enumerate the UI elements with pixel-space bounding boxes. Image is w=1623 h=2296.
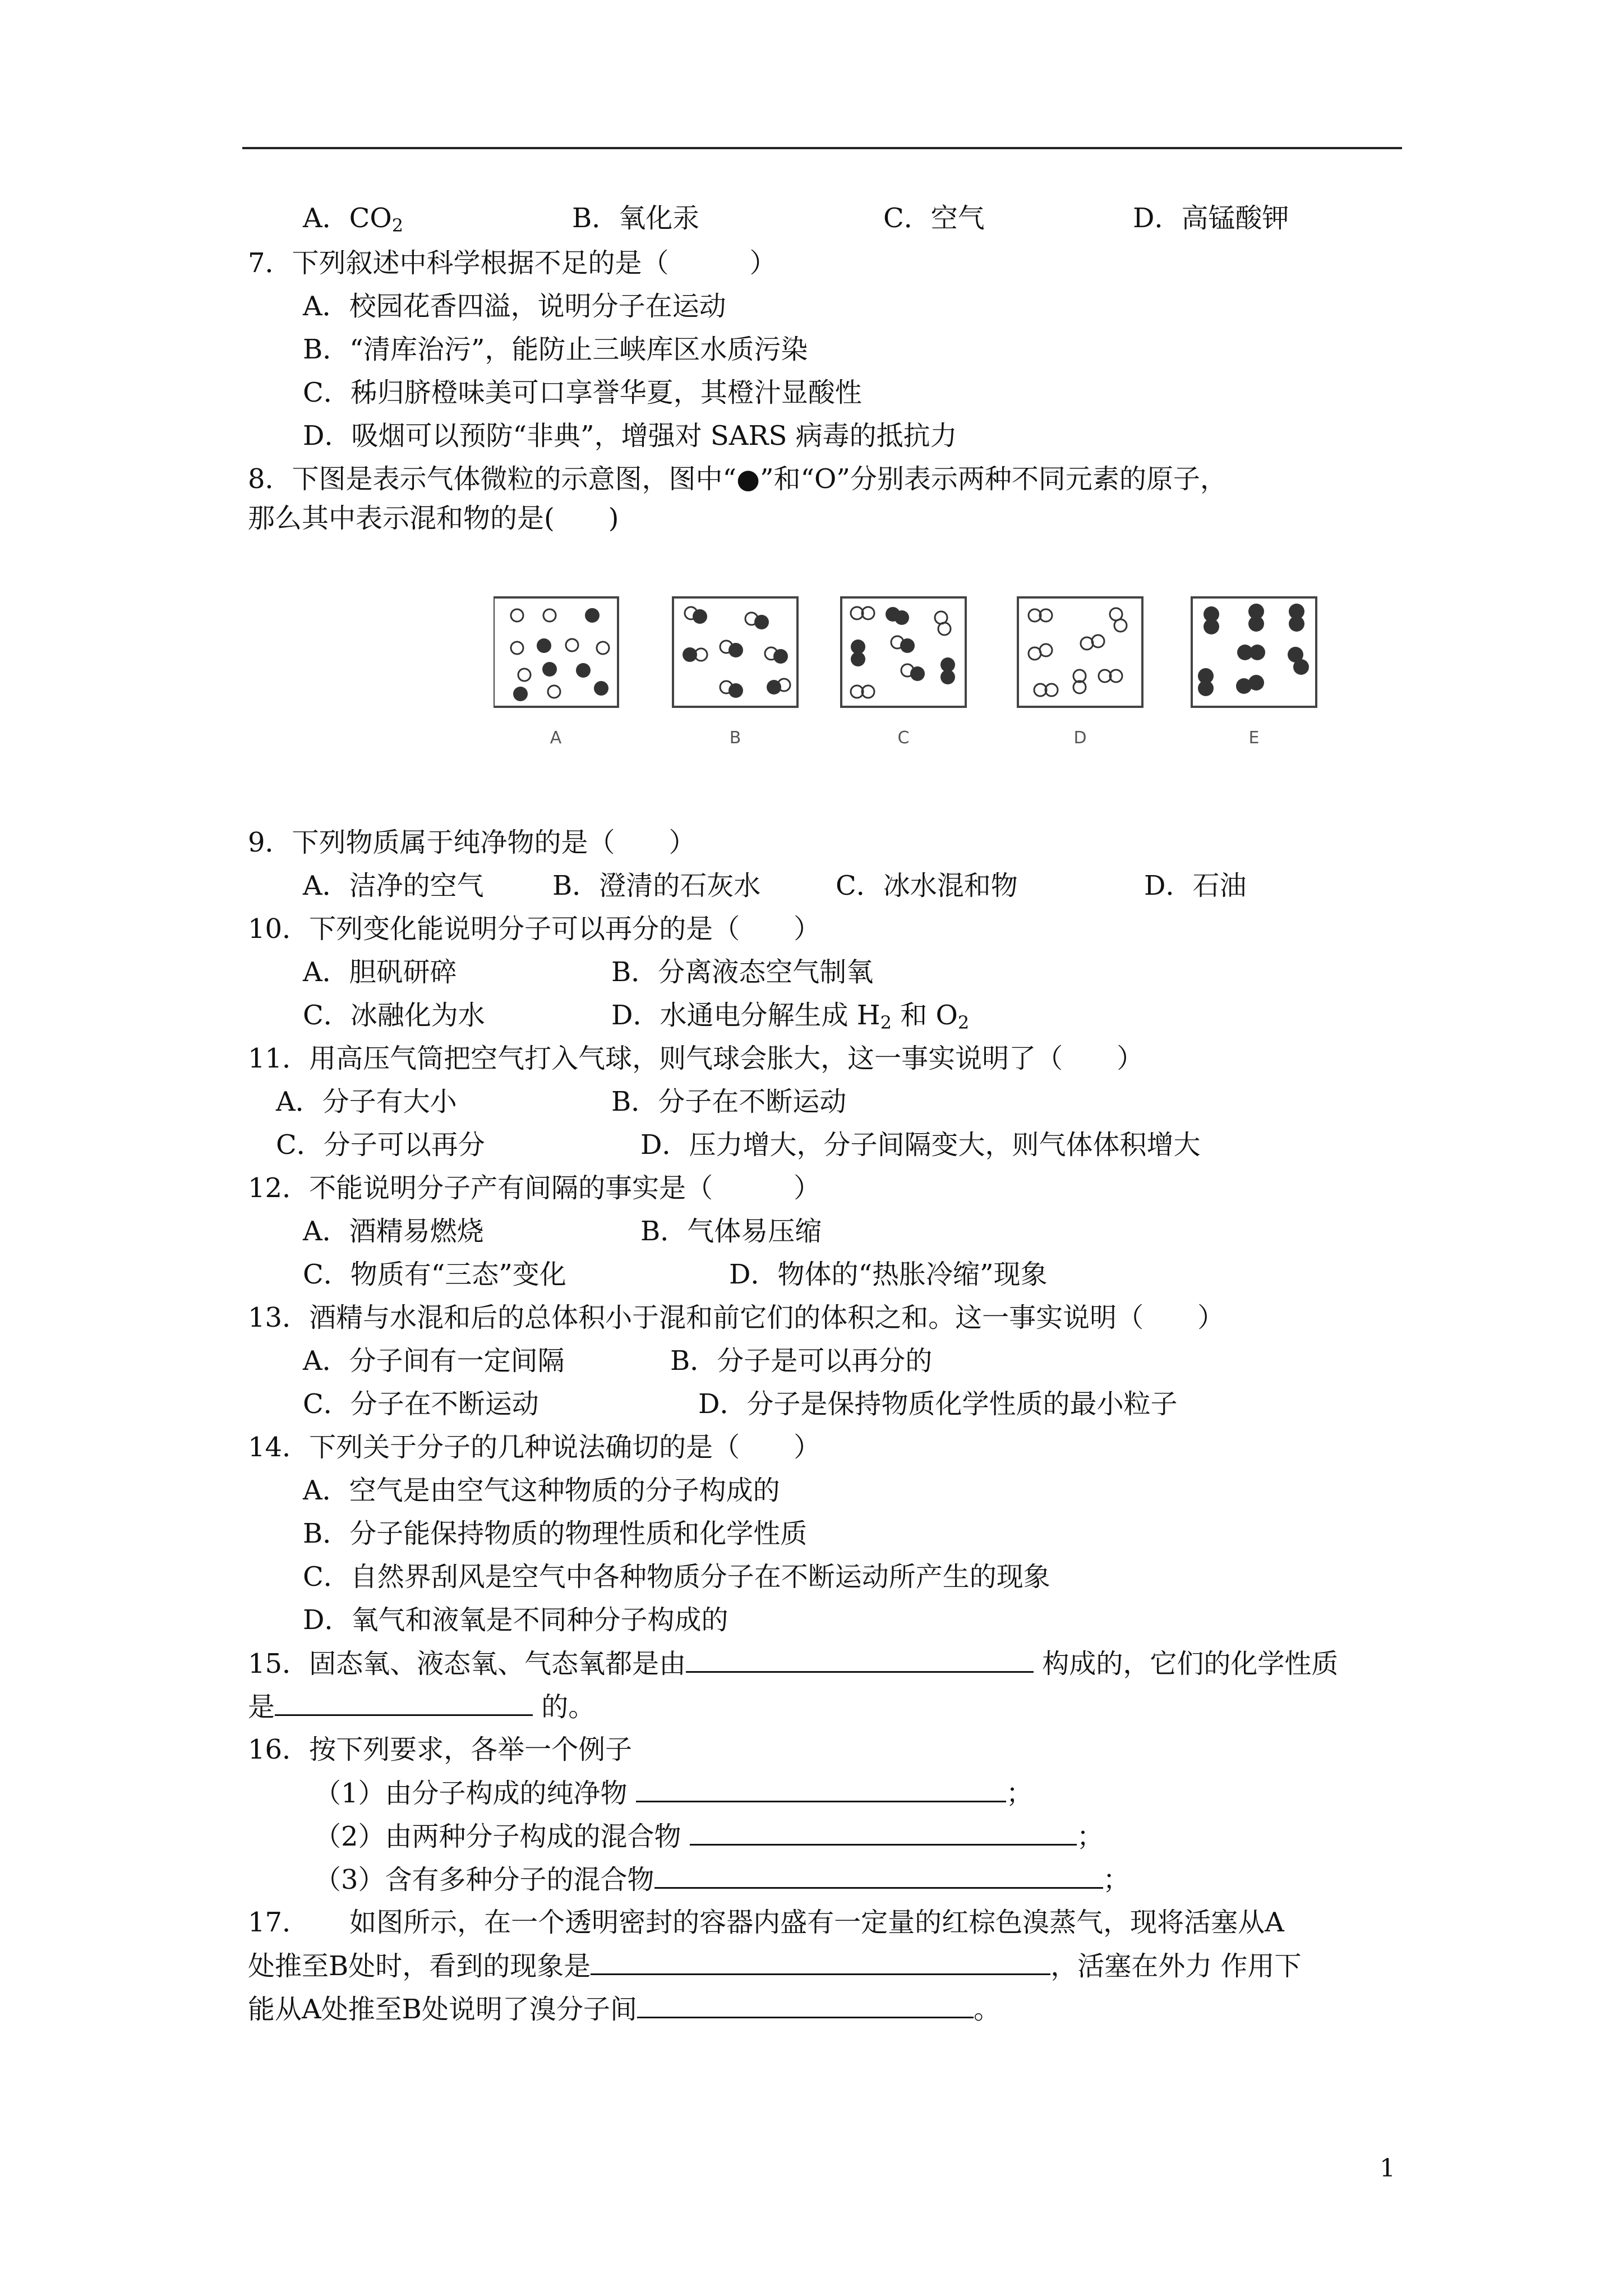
q17-blank-2[interactable]	[637, 1991, 974, 2018]
q10-option-c: C．冰融化为水	[303, 1000, 485, 1031]
q11-option-a: A．分子有大小	[276, 1086, 457, 1117]
q12-option-b: B．气体易压缩	[640, 1216, 822, 1247]
q6-option-d: D．高锰酸钾	[1133, 203, 1289, 234]
q6-option-c: C．空气	[883, 203, 985, 234]
q9-option-b: B．澄清的石灰水	[552, 870, 761, 901]
q10-stem: 10．下列变化能说明分子可以再分的是（ ）	[248, 913, 821, 945]
q11-option-b: B．分子在不断运动	[611, 1086, 847, 1117]
diagram-box-c	[841, 597, 966, 707]
q8-stem-line1: 8．下图是表示气体微粒的示意图，图中“●”和“O”分别表示两种不同元素的原子，	[248, 463, 1227, 495]
q13-option-b: B．分子是可以再分的	[670, 1345, 933, 1377]
q16-item-3: （3）含有多种分子的混合物 ；	[314, 1861, 1130, 1898]
q6-option-a: A．$CO_2$	[303, 203, 404, 236]
q16-item-2: （2）由两种分子构成的混合物 ；	[314, 1818, 1104, 1855]
q8-stem-line2: 那么其中表示混和物的是( )	[248, 503, 619, 534]
q7-option-b: B．“清库治污”，能防止三峡库区水质污染	[303, 334, 808, 365]
q15-blank-2[interactable]	[275, 1688, 533, 1716]
header-rule	[242, 147, 1402, 149]
diagram-label-a: A	[550, 728, 562, 748]
q7-option-c: C．秭归脐橙味美可口享誉华夏，其橙汁显酸性	[303, 377, 862, 408]
q9-option-a: A．洁净的空气	[303, 870, 484, 901]
q16-blank-1[interactable]	[636, 1775, 1006, 1802]
q11-stem: 11．用高压气筒把空气打入气球，则气球会胀大，这一事实说明了（ ）	[248, 1043, 1144, 1074]
q15-line2: 是 的。	[248, 1688, 595, 1725]
diagram-box-a	[494, 597, 618, 707]
q17-line1: 17． 如图所示，在一个透明密封的容器内盛有一定量的红棕色溴蒸气，现将活塞从A	[248, 1907, 1284, 1938]
diagram-box-e	[1192, 597, 1316, 707]
q10-option-d: D．水通电分解生成 $H_2$ 和 $O_2$	[611, 1000, 970, 1033]
q10-option-a: A．胆矾研碎	[303, 956, 457, 988]
q6-option-b: B．氧化汞	[572, 203, 700, 234]
q14-stem: 14．下列关于分子的几种说法确切的是（ ）	[248, 1432, 821, 1463]
q12-option-d: D．物体的“热胀冷缩”现象	[729, 1259, 1048, 1290]
diagram-label-d: D	[1073, 728, 1087, 748]
q7-option-a: A．校园花香四溢，说明分子在运动	[303, 291, 726, 322]
q15-line1: 15．固态氧、液态氧、气态氧都是由 构成的，它们的化学性质	[248, 1645, 1338, 1682]
diagram-label-c: C	[897, 728, 910, 748]
q13-option-c: C．分子在不断运动	[303, 1388, 539, 1420]
q16-blank-2[interactable]	[690, 1818, 1077, 1846]
q7-option-d: D．吸烟可以预防“非典”，增强对 SARS 病毒的抵抗力	[303, 420, 957, 452]
q12-option-c: C．物质有“三态”变化	[303, 1259, 566, 1290]
q15-blank-1[interactable]	[686, 1645, 1034, 1673]
page-number: 1	[1380, 2154, 1395, 2183]
q16-stem: 16．按下列要求，各举一个例子	[248, 1734, 633, 1765]
diagram-label-e: E	[1248, 728, 1260, 748]
q14-option-d: D．氧气和液氧是不同种分子构成的	[303, 1604, 728, 1636]
q17-line3: 能从A处推至B处说明了溴分子间 。	[248, 1991, 1000, 2027]
q11-option-c: C．分子可以再分	[276, 1129, 485, 1161]
q16-item-1: （1）由分子构成的纯净物 ；	[314, 1775, 1033, 1811]
q7-stem: 7．下列叙述中科学根据不足的是（ ）	[248, 247, 777, 279]
q17-line2: 处推至B处时，看到的现象是 ，活塞在外力 作用下	[248, 1948, 1302, 1984]
q14-option-c: C．自然界刮风是空气中各种物质分子在不断运动所产生的现象	[303, 1561, 1050, 1593]
q17-blank-1[interactable]	[591, 1948, 1050, 1975]
diagram-label-b: B	[729, 728, 741, 748]
q10-option-b: B．分离液态空气制氧	[611, 956, 874, 988]
q9-stem: 9．下列物质属于纯净物的是（ ）	[248, 827, 696, 858]
q12-stem: 12．不能说明分子产有间隔的事实是（ ）	[248, 1172, 821, 1204]
q13-stem: 13．酒精与水混和后的总体积小于混和前它们的体积之和。这一事实说明（ ）	[248, 1302, 1225, 1333]
particle-diagram	[494, 592, 1324, 766]
q13-option-d: D．分子是保持物质化学性质的最小粒子	[698, 1388, 1178, 1420]
q14-option-a: A．空气是由空气这种物质的分子构成的	[303, 1475, 780, 1506]
q11-option-d: D．压力增大，分子间隔变大，则气体体积增大	[640, 1129, 1201, 1161]
q13-option-a: A．分子间有一定间隔	[303, 1345, 565, 1377]
q12-option-a: A．酒精易燃烧	[303, 1216, 484, 1247]
q9-option-d: D．石油	[1144, 870, 1247, 901]
q9-option-c: C．冰水混和物	[836, 870, 1018, 901]
q14-option-b: B．分子能保持物质的物理性质和化学性质	[303, 1518, 808, 1549]
diagram-box-b	[673, 597, 797, 707]
diagram-box-d	[1018, 597, 1142, 707]
q16-blank-3[interactable]	[654, 1861, 1103, 1889]
